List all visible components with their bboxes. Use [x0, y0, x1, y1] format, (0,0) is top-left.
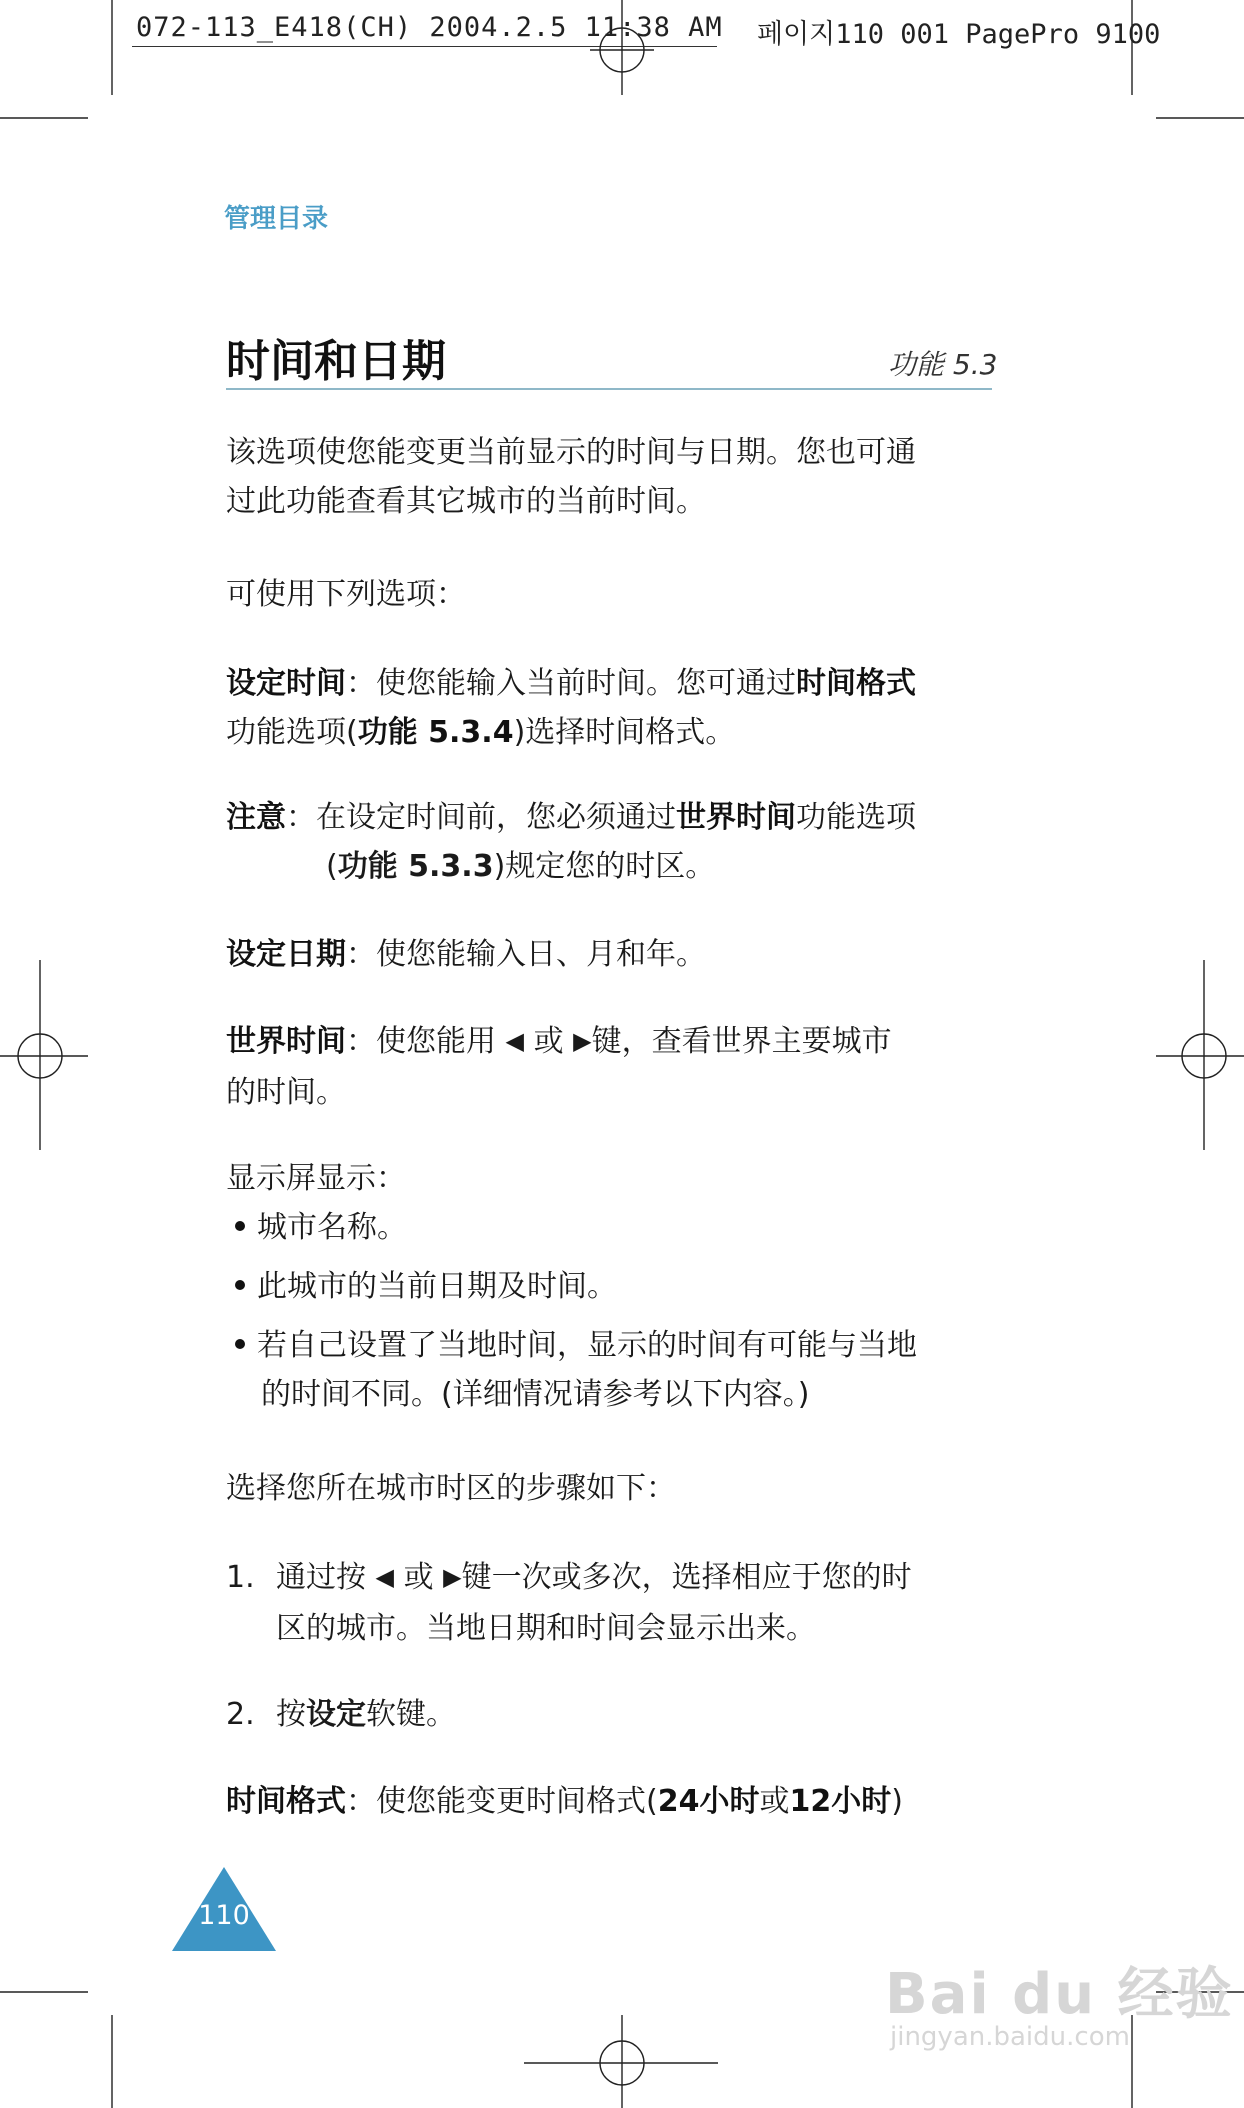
title-rule — [226, 388, 992, 390]
print-header-right: 페이지110 001 PagePro 9100 — [757, 19, 1161, 50]
watermark-logo: Bai du 经验 — [885, 1962, 1234, 2027]
watermark-url: jingyan.baidu.com — [890, 2022, 1130, 2052]
options-intro: 可使用下列选项： — [226, 577, 466, 612]
set-time-term: 设定时间 — [226, 666, 346, 701]
right-arrow-icon: ▶ — [573, 1027, 592, 1055]
set-date-option: 设定日期：使您能输入日、月和年。 — [226, 937, 706, 972]
note-term: 注意 — [226, 800, 286, 835]
time-format-option: 时间格式：使您能变更时间格式(24小时或12小时) — [226, 1784, 903, 1819]
print-header-left: 072-113_E418(CH) 2004.2.5 11:38 AM — [136, 12, 723, 43]
bullet-icon — [235, 1339, 245, 1349]
left-arrow-icon: ◀ — [505, 1027, 525, 1055]
page-number: 110 — [198, 1900, 250, 1931]
set-time-option: 设定时间：使您能输入当前时间。您可通过时间格式 功能选项(功能 5.3.4)选择时间格式。 — [226, 666, 916, 750]
list-item: 城市名称。 — [235, 1203, 995, 1252]
set-date-term: 设定日期 — [226, 937, 346, 972]
world-time-term: 世界时间 — [226, 1024, 346, 1059]
time-format-term: 时间格式 — [226, 1784, 346, 1819]
steps-intro: 选择您所在城市时区的步骤如下： — [226, 1471, 676, 1506]
step-item: 2. 按设定软键。 — [226, 1697, 456, 1732]
section-label: 管理目录 — [224, 204, 329, 234]
display-intro: 显示屏显示： — [226, 1161, 406, 1196]
step-item: 1. 通过按 ◀ 或 ▶键一次或多次，选择相应于您的时 区的城市。当地日期和时间会显示出来。 — [226, 1560, 912, 1646]
bullet-icon — [235, 1280, 245, 1290]
note: 注意：在设定时间前，您必须通过世界时间功能选项 — [226, 800, 916, 835]
intro-paragraph: 该选项使您能变更当前显示的时间与日期。您也可通 过此功能查看其它城市的当前时间。 — [226, 435, 916, 519]
left-arrow-icon: ◀ — [375, 1563, 395, 1591]
list-item: 若自己设置了当地时间，显示的时间有可能与当地 的时间不同。(详细情况请参考以下内容。) — [235, 1321, 995, 1419]
function-reference: 功能 5.3 — [888, 348, 998, 381]
right-arrow-icon: ▶ — [443, 1563, 462, 1591]
note-continuation: (功能 5.3.3)规定您的时区。 — [326, 849, 716, 884]
world-time-option: 世界时间：使您能用 ◀ 或 ▶键，查看世界主要城市 的时间。 — [226, 1024, 892, 1110]
list-item: 此城市的当前日期及时间。 — [235, 1262, 995, 1311]
page-title: 时间和日期 — [226, 336, 446, 387]
bullet-icon — [235, 1221, 245, 1231]
